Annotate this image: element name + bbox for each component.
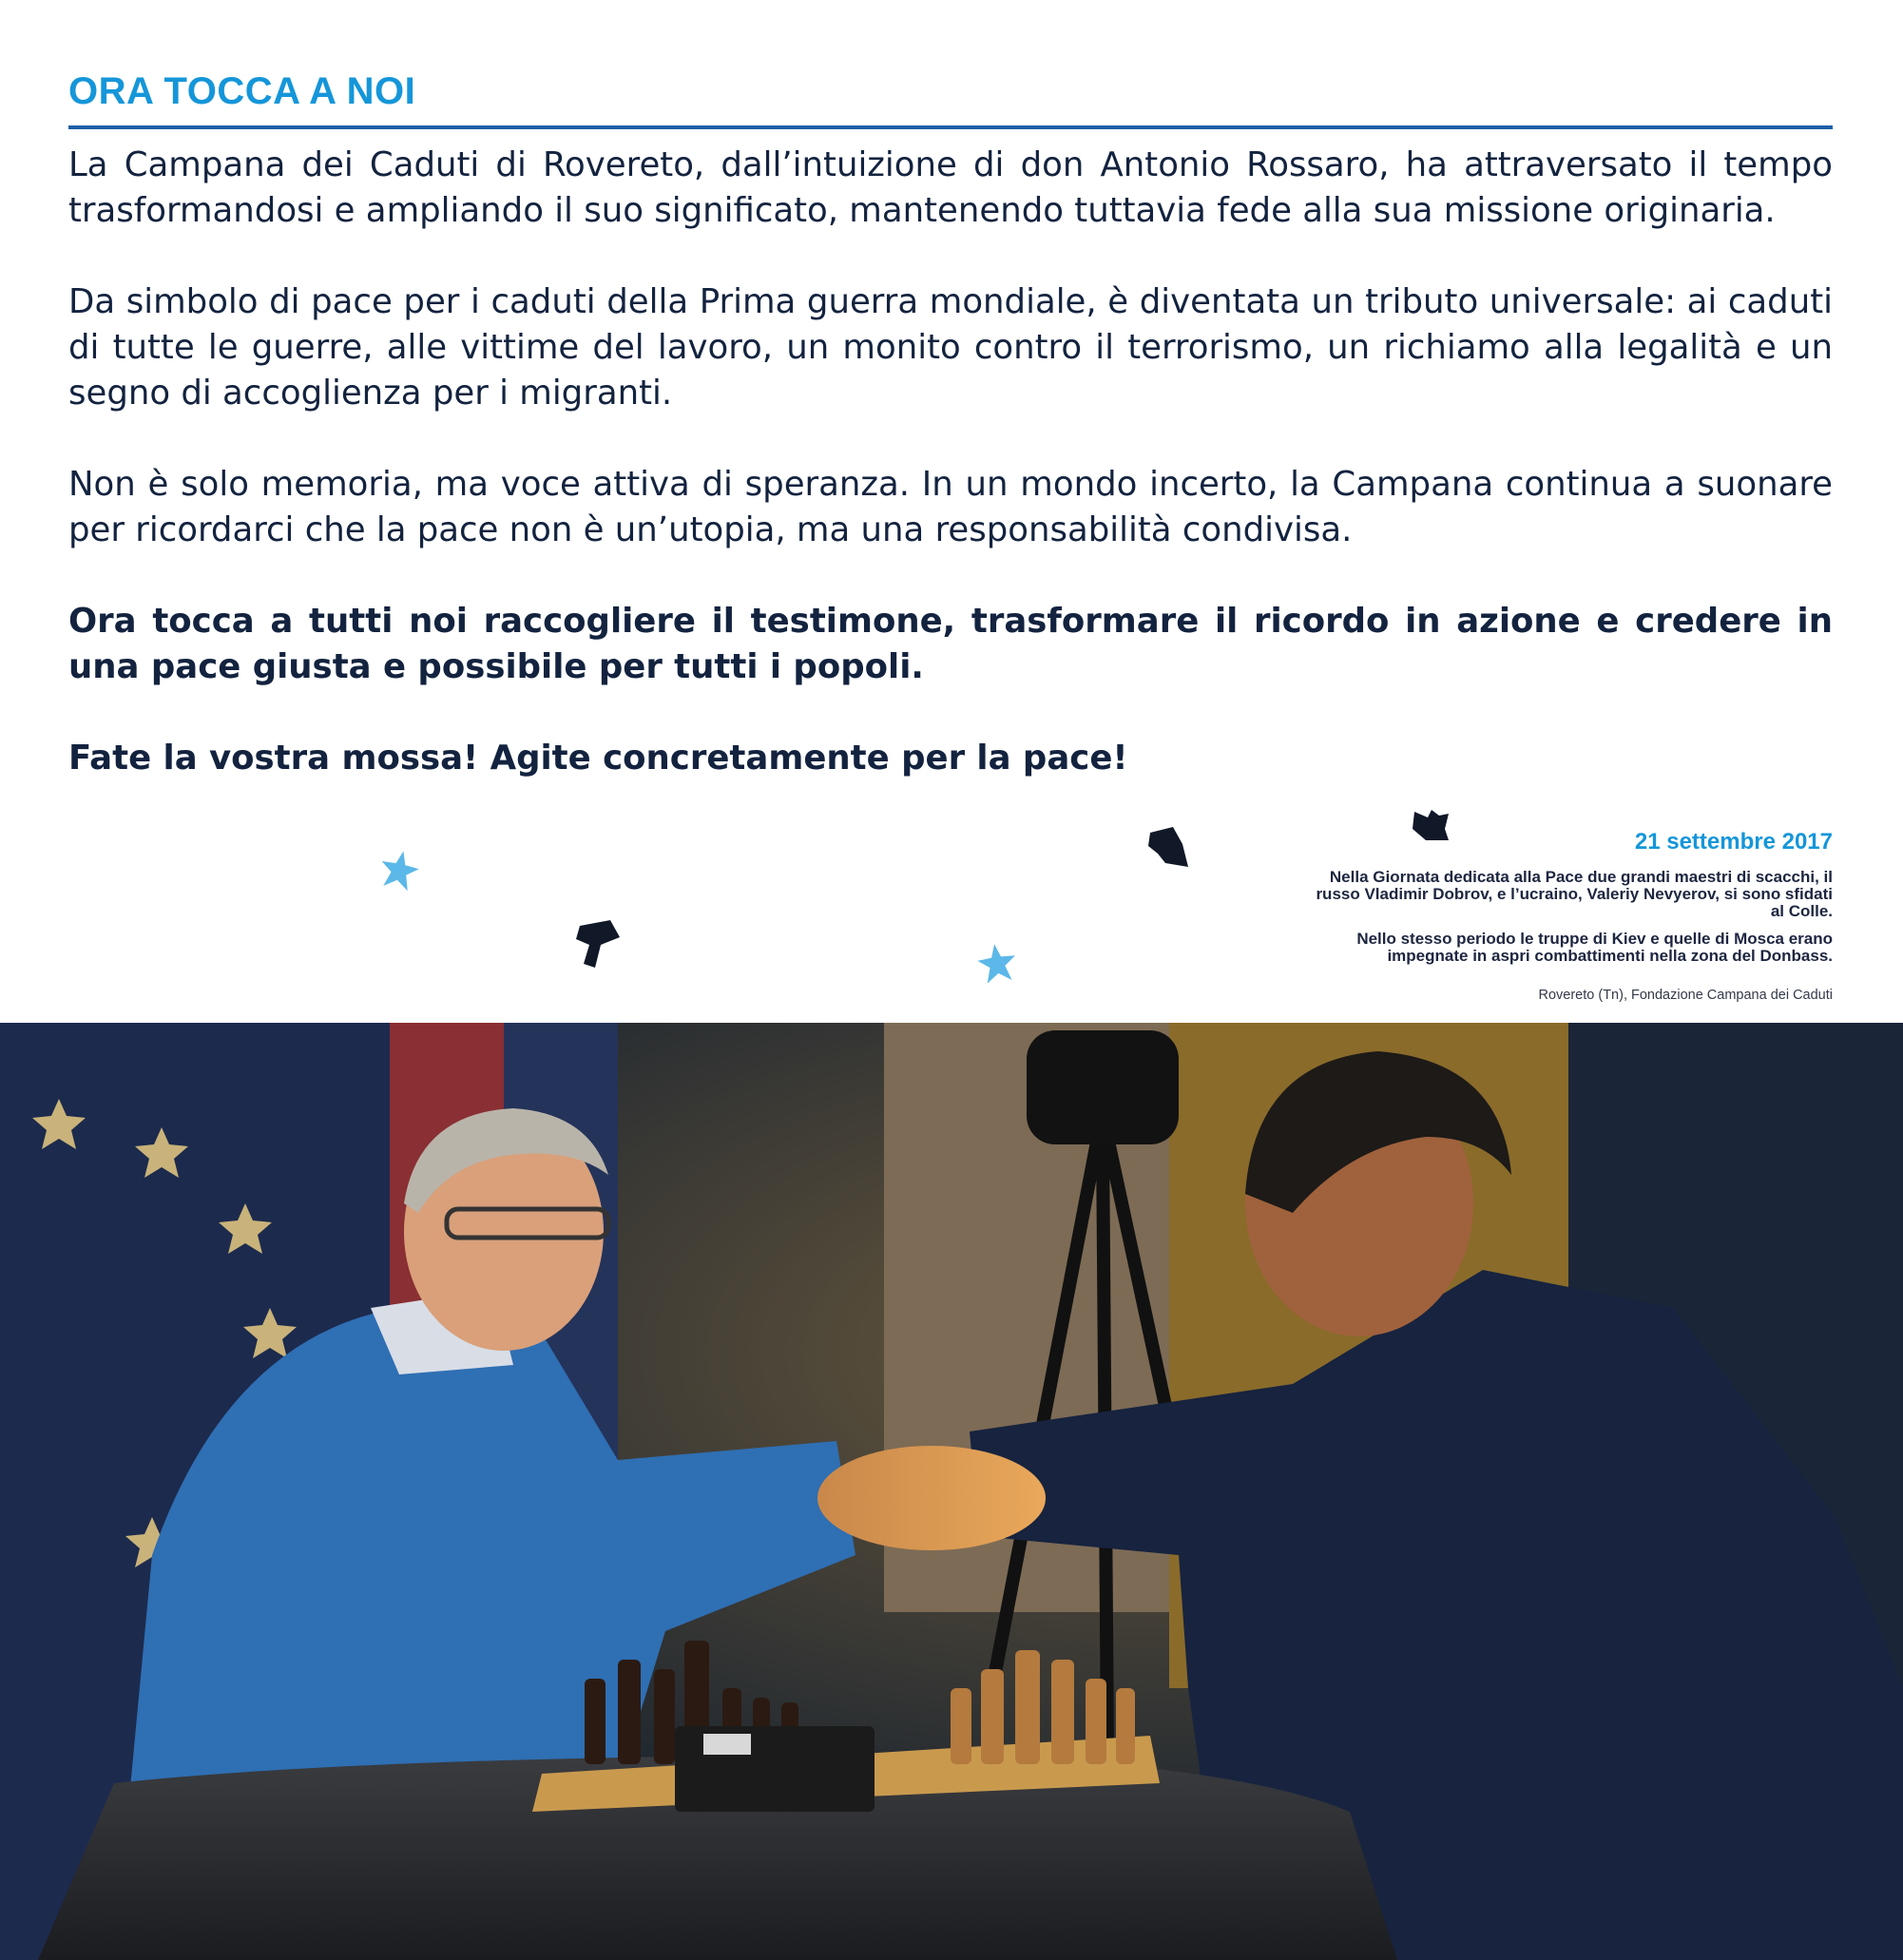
- title-divider: [68, 125, 1833, 129]
- page-title: ORA TOCCA A NOI: [68, 70, 416, 112]
- light-star-icon: [972, 941, 1022, 987]
- paragraph-3: Non è solo memoria, ma voce attiva di speranza. In un mondo incerto, la Campana continua a suonare per ricordarci che la pace non è un’utopia, ma una responsabilità condivisa.: [68, 465, 1833, 549]
- paragraph-call-to-action: Ora tocca a tutti noi raccogliere il testimone, trasformare il ricordo in azione e credere in una pace giusta e possibile per tutti i popoli.: [68, 602, 1833, 686]
- chess-handshake-photo: [0, 1023, 1903, 1960]
- dark-chess-piece-icon: [1411, 808, 1452, 844]
- caption-text-2: Nello stesso periodo le truppe di Kiev e quelle di Mosca erano impegnate in aspri combattimenti nella zona del Donbass.: [1356, 930, 1833, 965]
- paragraph-slogan: Fate la vostra mossa! Agite concretamente per la pace!: [68, 739, 1128, 778]
- photo-credit: Rovereto (Tn), Fondazione Campana dei Caduti: [1538, 988, 1833, 1003]
- caption-text-1: Nella Giornata dedicata alla Pace due grandi maestri di scacchi, il russo Vladimir Dobrov, e l’ucraino, Valeriy Nevyerov, si sono sfidati al Colle.: [1316, 868, 1833, 920]
- article-body: [68, 143, 1833, 827]
- light-star-icon: [376, 848, 422, 894]
- paragraph-1: La Campana dei Caduti di Rovereto, dall’intuizione di don Antonio Rossaro, ha attraversato il tempo trasformandosi e ampliando il suo significato, mantenendo tuttavia fede alla sua missione originaria.: [68, 145, 1833, 230]
- paragraph-2: Da simbolo di pace per i caduti della Prima guerra mondiale, è diventata un tributo universale: ai caduti di tutte le guerre, alle vittime del lavoro, un monito contro il terrorismo, un richiamo alla legalità e un segno di accoglienza per i migranti.: [68, 282, 1833, 413]
- dark-chess-piece-icon: [1144, 825, 1192, 873]
- caption-date: 21 settembre 2017: [1634, 829, 1833, 855]
- dark-chess-piece-icon: [572, 916, 624, 971]
